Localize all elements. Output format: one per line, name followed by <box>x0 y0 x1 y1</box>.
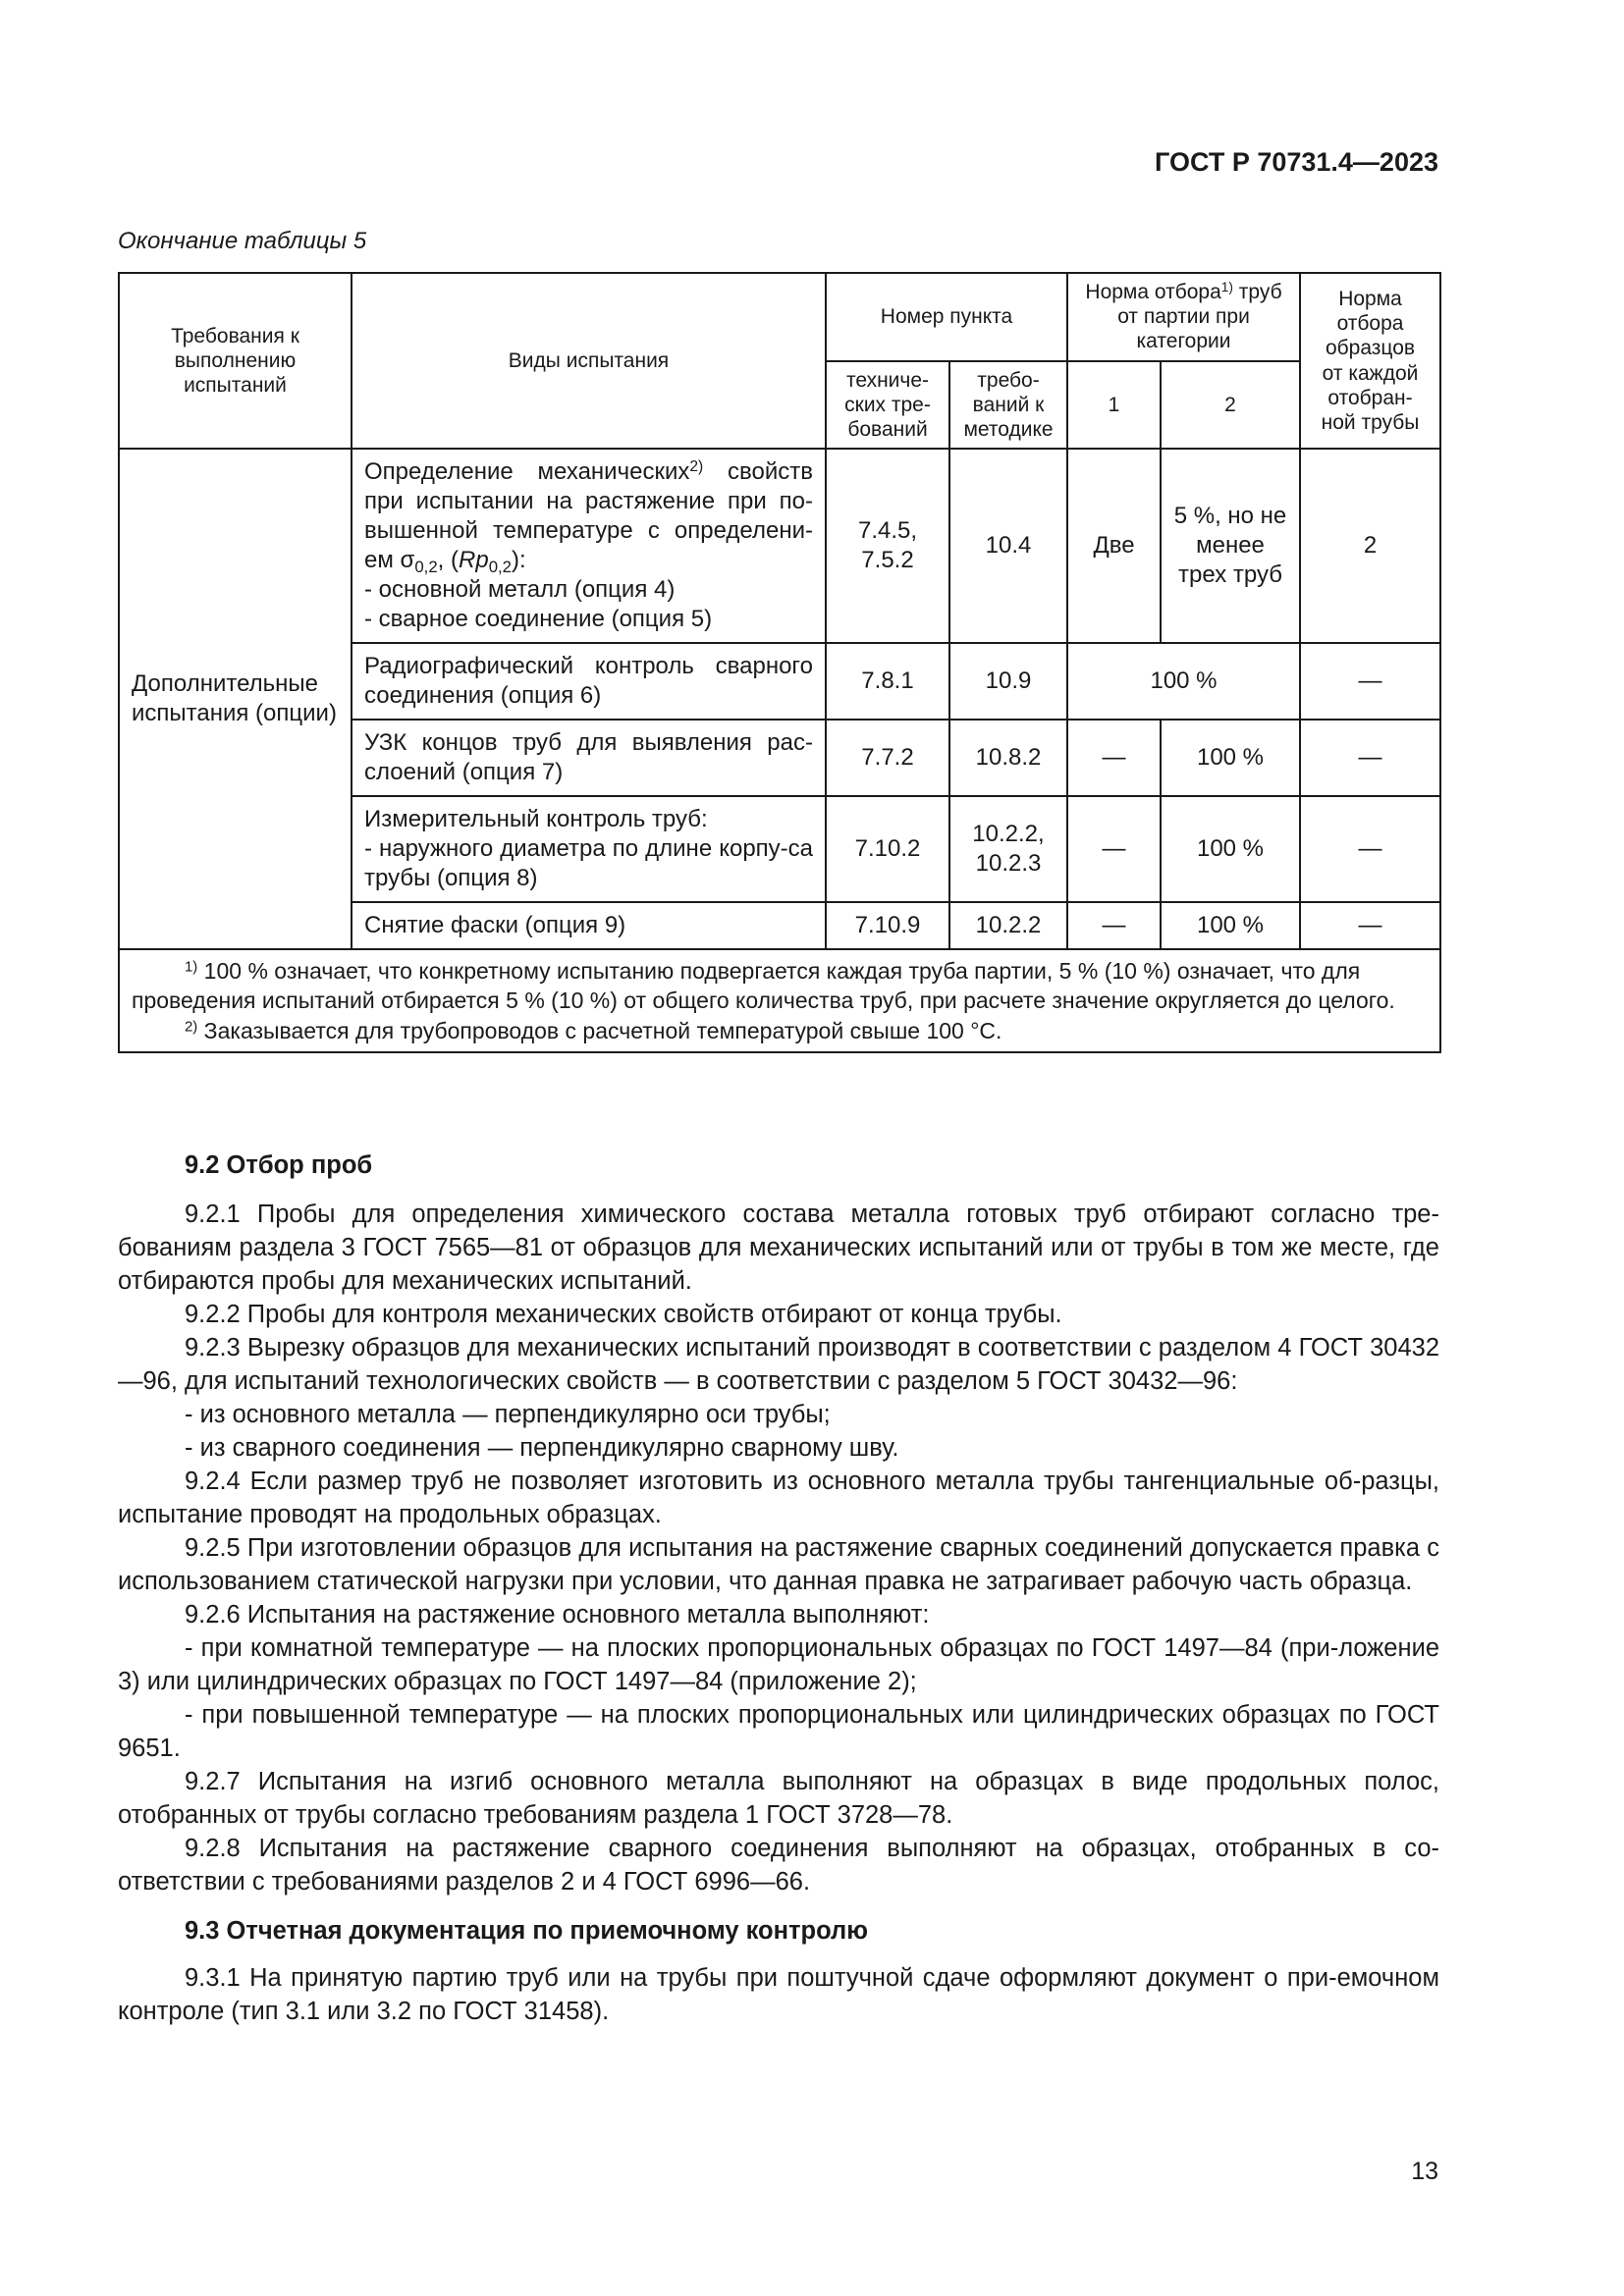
cat-1-cell: Две <box>1067 449 1161 643</box>
header-requirements: Требования к выполнению испытаний <box>119 273 352 449</box>
cat-1-cell: — <box>1067 902 1161 949</box>
tech-req-cell: 7.7.2 <box>826 720 949 796</box>
tech-req-cell: 7.8.1 <box>826 643 949 720</box>
paragraph: 9.2.8 Испытания на растяжение сварного соединения выполняют на образцах, отобранных в со-ответствии с требованиями разделов 2 и 4 ГОСТ 6996—66. <box>118 1835 1439 1896</box>
test-type-cell: Радиографический контроль сварного соединения (опция 6) <box>352 643 826 720</box>
header-row-1 <box>119 273 1440 361</box>
selection-norm-cell: 100 % <box>1067 643 1300 720</box>
paragraph: 9.2.5 При изготовлении образцов для испытания на растяжение сварных соединений допускается правка с использованием статической нагрузки при условии, что данная правка не затрагивает рабочую часть образца. <box>118 1534 1439 1595</box>
notes-row <box>119 949 1440 1052</box>
paragraph: 9.2.4 Если размер труб не позволяет изготовить из основного металла трубы тангенциальные об-разцы, испытание проводят на продольных образцах. <box>118 1468 1439 1528</box>
cat-1-cell: — <box>1067 720 1161 796</box>
header-clause-number: Номер пункта <box>826 273 1067 361</box>
cat-2-cell: 100 % <box>1161 796 1300 902</box>
cat-1-cell: — <box>1067 796 1161 902</box>
table-notes <box>119 949 1440 1052</box>
method-req-cell: 10.4 <box>949 449 1067 643</box>
header-test-types: Виды испытания <box>352 273 826 449</box>
cat-2-cell: 5 %, но не менее трех труб <box>1161 449 1300 643</box>
paragraph: 9.2.2 Пробы для контроля механических свойств отбирают от конца трубы. <box>185 1301 1062 1328</box>
standard-number: ГОСТ Р 70731.4—2023 <box>1155 147 1438 177</box>
samples-cell: — <box>1300 720 1440 796</box>
test-type-cell: Снятие фаски (опция 9) <box>352 902 826 949</box>
header-sample-norm: Норма отбора образцов от каждой отобран-ной трубы <box>1300 273 1440 449</box>
method-req-cell: 10.9 <box>949 643 1067 720</box>
page-number: 13 <box>1411 2158 1438 2185</box>
header-cat-2: 2 <box>1161 361 1300 450</box>
header-method-req: требо-ваний к методике <box>949 361 1067 450</box>
requirements-table <box>118 272 1441 1053</box>
header-selection-norm: Норма отбора$^{1)}$ труб от партии при категории <box>1067 273 1300 361</box>
list-item: - из сварного соединения — перпендикулярно сварному шву. <box>185 1434 899 1462</box>
group-label: Дополнительные испытания (опции) <box>119 449 352 949</box>
section-heading: 9.3 Отчетная документация по приемочному контролю <box>185 1917 869 1945</box>
test-type-cell: УЗК концов труб для выявления рас-слоений (опция 7) <box>352 720 826 796</box>
paragraph: 9.2.6 Испытания на растяжение основного металла выполняют: <box>185 1601 930 1629</box>
test-type-cell: Определение механических$^{2)}$ свойств при испытании на растяжение при по-вышенной температуре с определени-ем $\sigma_{0,2}$, $(Rp_{0,2})$: - основной металл (опция 4) - сварное соединение (опция 5) <box>352 449 826 643</box>
test-type-cell: Измерительный контроль труб: - наружного диаметра по длине корпу-са трубы (опция 8) <box>352 796 826 902</box>
samples-cell: 2 <box>1300 449 1440 643</box>
section-heading: 9.2 Отбор проб <box>185 1151 373 1179</box>
table-caption: Окончание таблицы 5 <box>118 228 367 254</box>
paragraph: 9.2.7 Испытания на изгиб основного металла выполняют на образцах в виде продольных полос, отобранных от трубы согласно требованиям раздела 1 ГОСТ 3728—78. <box>118 1768 1439 1829</box>
tech-req-cell: 7.10.9 <box>826 902 949 949</box>
method-req-cell: 10.2.2, 10.2.3 <box>949 796 1067 902</box>
header-cat-1: 1 <box>1067 361 1161 450</box>
list-item: - при повышенной температуре — на плоских пропорциональных или цилиндрических образцах по ГОСТ 9651. <box>118 1701 1439 1762</box>
samples-cell: — <box>1300 796 1440 902</box>
table-row <box>119 449 1440 643</box>
paragraph: 9.3.1 На принятую партию труб или на трубы при поштучной сдаче оформляют документ о при-емочном контроле (тип 3.1 или 3.2 по ГОСТ 31458). <box>118 1964 1439 2025</box>
body-text <box>118 1148 1439 2028</box>
samples-cell: — <box>1300 643 1440 720</box>
paragraph: 9.2.3 Вырезку образцов для механических испытаний производят в соответствии с разделом 4 ГОСТ 30432—96, для испытаний технологических свойств — в соответствии с разделом 5 ГОСТ 30432—96: <box>118 1334 1439 1395</box>
footnote-2: $^{2)}$ Заказывается для трубопроводов с расчетной температурой свыше 100 °С. <box>185 1017 1002 1043</box>
samples-cell: — <box>1300 902 1440 949</box>
method-req-cell: 10.8.2 <box>949 720 1067 796</box>
list-item: - при комнатной температуре — на плоских пропорциональных образцах по ГОСТ 1497—84 (при-ложение 3) или цилиндрических образцах по ГОСТ 1497—84 (приложение 2); <box>118 1634 1439 1695</box>
method-req-cell: 10.2.2 <box>949 902 1067 949</box>
cat-2-cell: 100 % <box>1161 902 1300 949</box>
cat-2-cell: 100 % <box>1161 720 1300 796</box>
header-tech-req: техниче-ских тре-бований <box>826 361 949 450</box>
tech-req-cell: 7.4.5, 7.5.2 <box>826 449 949 643</box>
paragraph: 9.2.1 Пробы для определения химического состава металла готовых труб отбирают согласно тре-бованиям раздела 3 ГОСТ 7565—81 от образцов для механических испытаний или от трубы в том же месте, где отбираются пробы для механических испытаний. <box>118 1201 1439 1295</box>
tech-req-cell: 7.10.2 <box>826 796 949 902</box>
list-item: - из основного металла — перпендикулярно оси трубы; <box>185 1401 831 1428</box>
footnote-1: $^{1)}$ 100 % означает, что конкретному испытанию подвергается каждая труба партии, 5 % (10 %) означает, что для проведения испытаний отбирается 5 % (10 %) от общего количества труб, при расчете значение округляется до целого. <box>132 958 1395 1014</box>
